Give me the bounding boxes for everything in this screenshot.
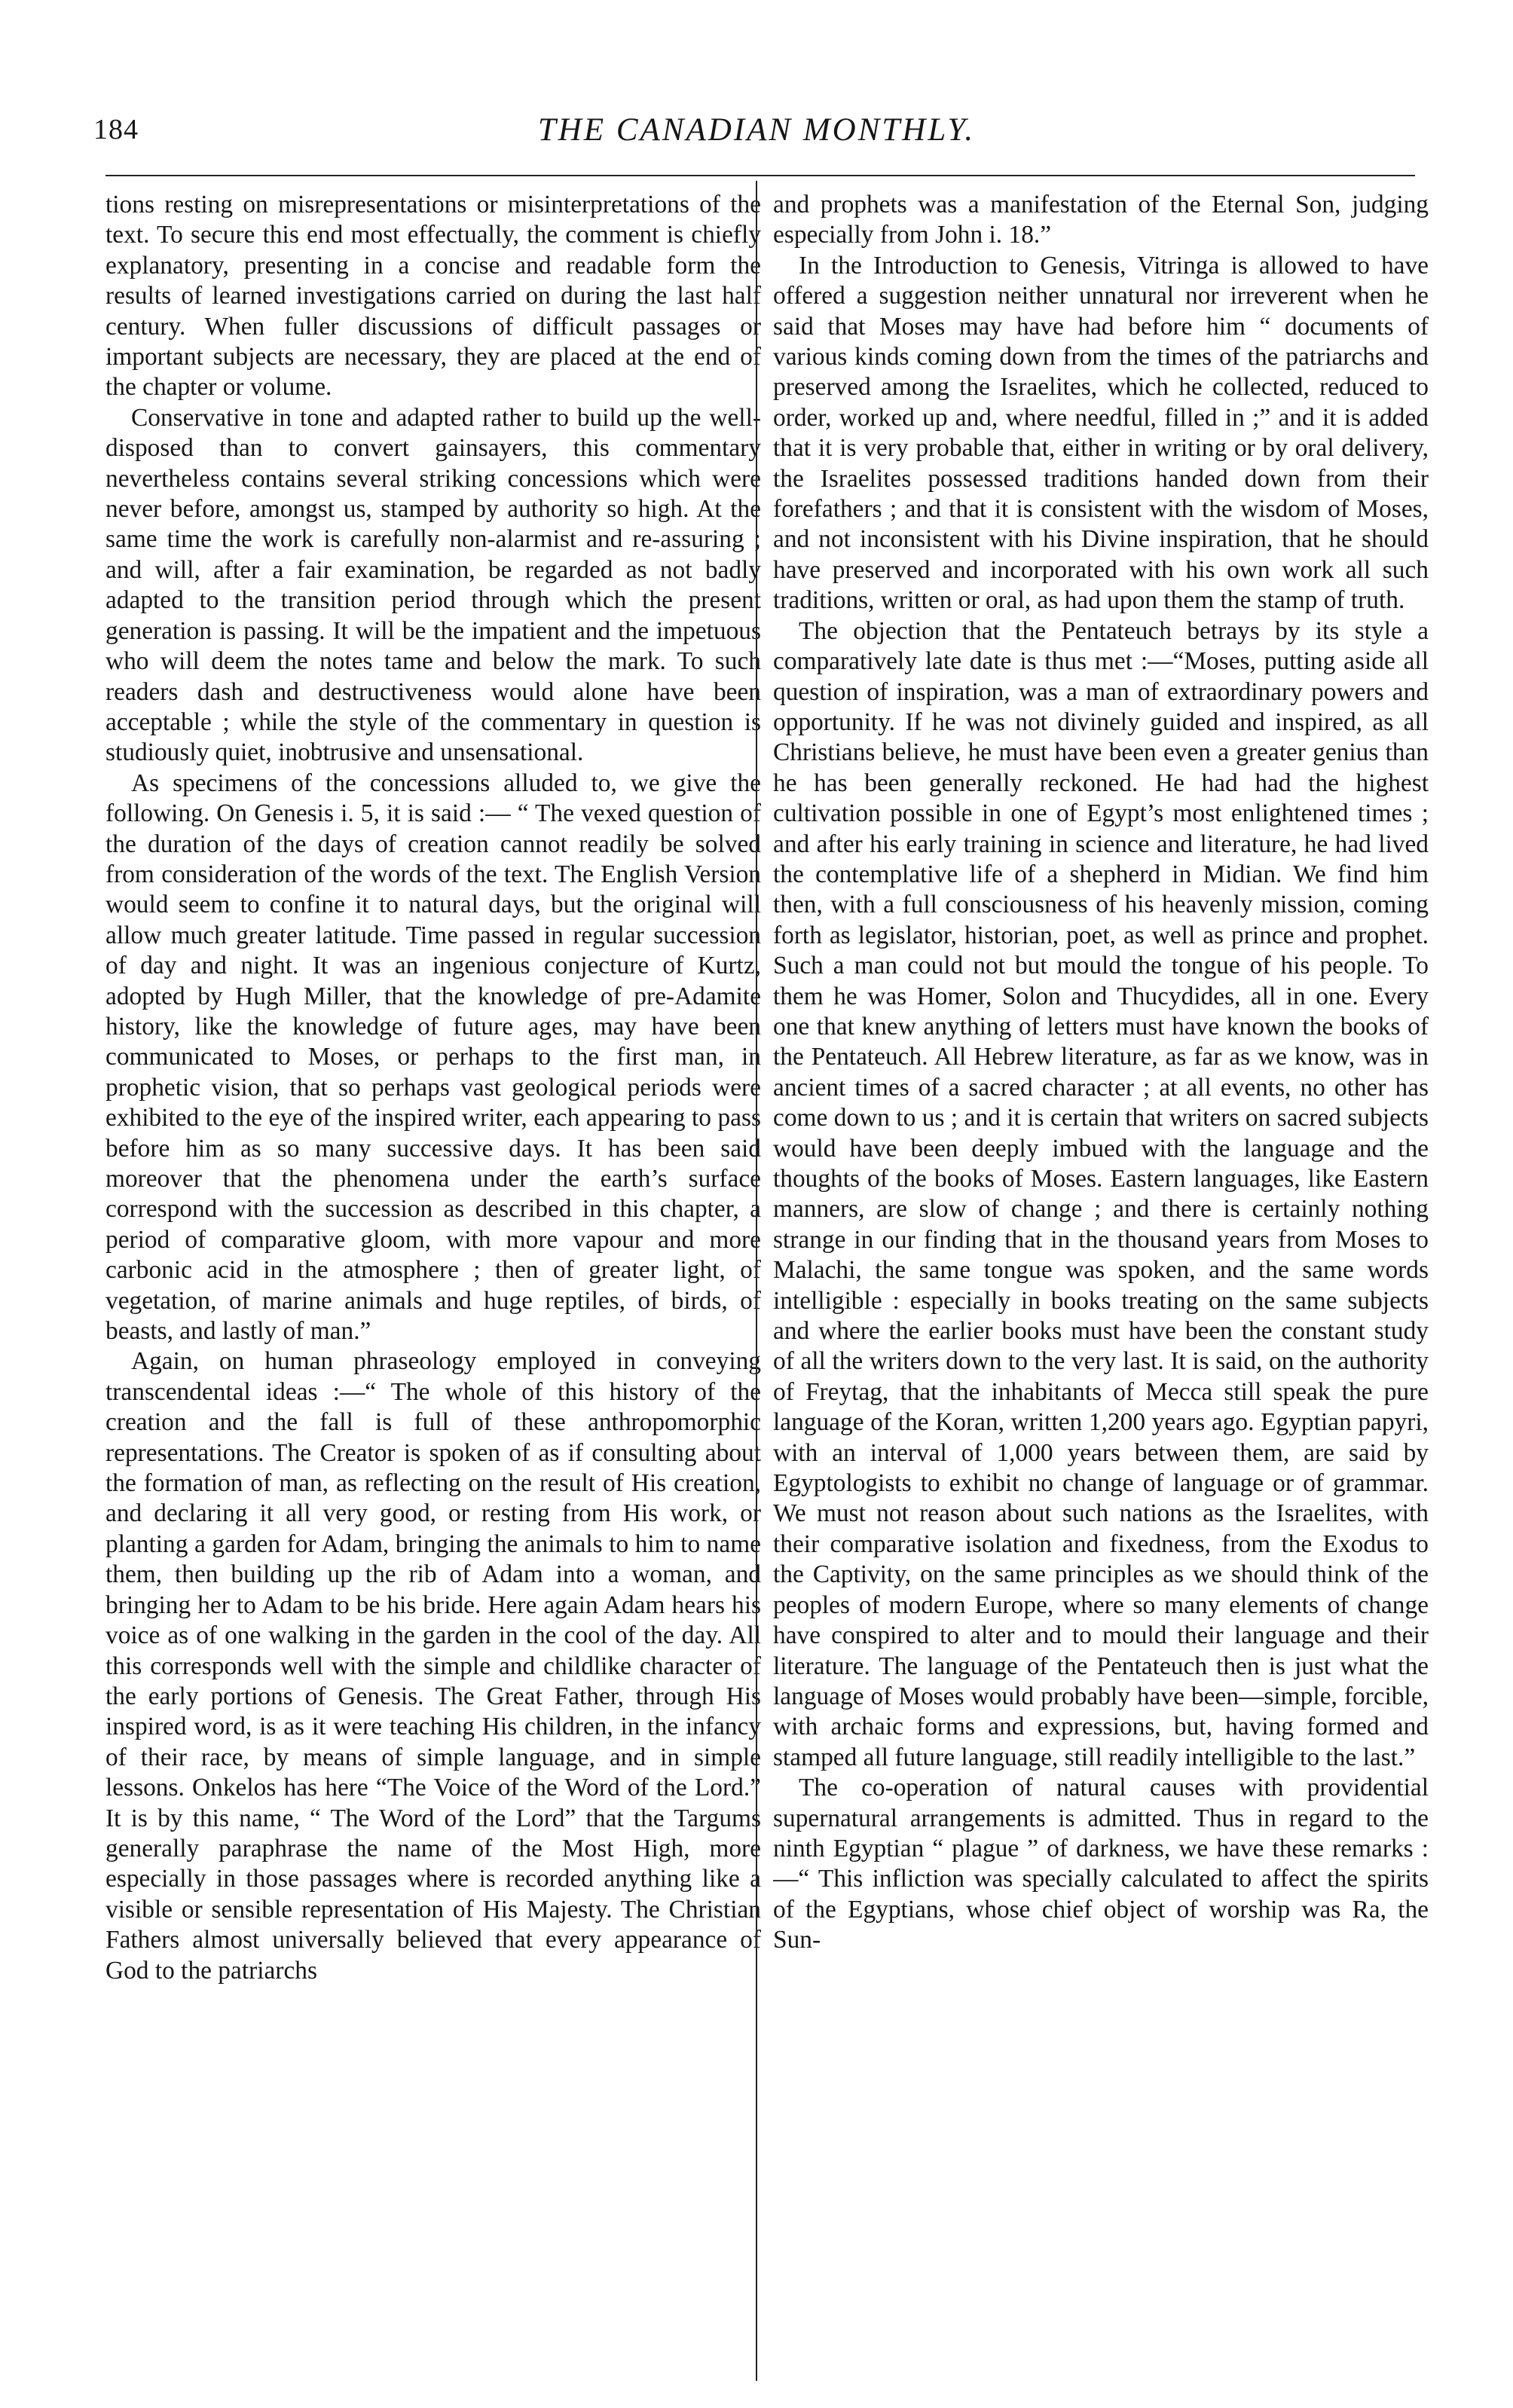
- running-title: THE CANADIAN MONTHLY.: [537, 112, 976, 148]
- paragraph: As specimens of the concessions alluded to, we give the following. On Genesis i. 5, it is said :— “ The vexed question of the duration of the days of creation cannot readily be solved from consideration of the words of the text. The English Version would seem to confine it to natural days, but the original will allow much greater latitude. Time passed in regular succession of day and night. It was an ingenious conjecture of Kurtz, adopted by Hugh Miller, that the knowledge of pre-Adamite history, like the knowledge of future ages, may have been communicated to Moses, or perhaps to the first man, in prophetic vision, that so perhaps vast geological periods were exhibited to the eye of the inspired writer, each appearing to pass before him as so many successive days. It has been said moreover that the phenomena under the earth’s surface correspond with the succession as described in this chapter, a period of comparative gloom, with more vapour and more carbonic acid in the atmosphere ; then of greater light, of vegetation, of marine animals and huge reptiles, of birds, of beasts, and lastly of man.”: [105, 769, 761, 1346]
- paragraph: and prophets was a manifestation of the Eternal Son, judging especially from John i. 18.”: [773, 191, 1429, 249]
- paragraph: tions resting on misrepresentations or misinterpretations of the text. To secure this end most effectually, the comment is chiefly explanatory, presenting in a concise and readable form the results of learned investigations carried on during the last half century. When fuller discussions of difficult passages or important subjects are necessary, they are placed at the end of the chapter or volume.: [105, 191, 761, 402]
- paragraph: The objection that the Pentateuch betrays by its style a comparatively late date is thus met :—“Moses, putting aside all question of inspiration, was a man of extraordinary powers and opportunity. If he was not divinely guided and inspired, as all Christians believe, he must have been even a greater genius than he has been generally reckoned. He had had the highest cultivation possible in one of Egypt’s most enlightened times ; and after his early training in science and literature, he had lived the contemplative life of a shepherd in Midian. We find him then, with a full consciousness of his heavenly mission, coming forth as legislator, historian, poet, as well as prince and prophet. Such a man could not but mould the tongue of his people. To them he was Homer, Solon and Thucydides, all in one. Every one that knew anything of letters must have known the books of the Pentateuch. All Hebrew literature, as far as we know, was in ancient times of a sacred character ; at all events, no other has come down to us ; and it is certain that writers on sacred subjects would have been deeply imbued with the language and the thoughts of the books of Moses. Eastern languages, like Eastern manners, are slow of change ; and there is certainly nothing strange in our finding that in the thousand years from Moses to Malachi, the same tongue was spoken, and the same words intelligible : especially in books treating on the same subjects and where the earlier books must have been the constant study of all the writers down to the very last. It is said, on the authority of Freytag, that the inhabitants of Mecca still speak the pure language of the Koran, written 1,200 years ago. Egyptian papyri, with an interval of 1,000 years between them, are said by Egyptologists to exhibit no change of language or of grammar. We must not reason about such nations as the Israelites, with their comparative isolation and fixedness, from the Exodus to the Captivity, on the same principles as we should think of the peoples of modern Europe, where so many elements of change have conspired to alter and to mould their language and their literature. The language of the Pentateuch then is just what the language of Moses would probably have been—simple, forcible, with archaic forms and expressions, but, having formed and stamped all future language, still readily intelligible to the last.”: [773, 616, 1429, 1771]
- right-column: [773, 190, 1429, 2352]
- paragraph: Again, on human phraseology employed in conveying transcendental ideas :—“ The whole of this history of the creation and the fall is full of these anthropomorphic representations. The Creator is spoken of as if consulting about the formation of man, as reflecting on the result of His creation, and declaring it all very good, or resting from His work, or planting a garden for Adam, bringing the animals to him to name them, then building up the rib of Adam into a woman, and bringing her to Adam to be his bride. Here again Adam hears his voice as of one walking in the garden in the cool of the day. All this corresponds well with the simple and childlike character of the early portions of Genesis. The Great Father, through His inspired word, is as it were teaching His children, in the infancy of their race, by means of simple language, and in simple lessons. Onkelos has here “The Voice of the Word of the Lord.” It is by this name, “ The Word of the Lord” that the Targums generally paraphrase the name of the Most High, more especially in those passages where is recorded anything like a visible or sensible representation of His Majesty. The Christian Fathers almost universally believed that every appearance of God to the patriarchs: [105, 1347, 761, 1985]
- paragraph: Conservative in tone and adapted rather to build up the well-disposed than to convert gainsayers, this commentary nevertheless contains several striking concessions which were never before, amongst us, stamped by authority so high. At the same time the work is carefully non-alarmist and re-assuring ; and will, after a fair examination, be regarded as not badly adapted to the transition period through which the present generation is passing. It will be the impatient and the impetuous who will deem the notes tame and below the mark. To such readers dash and destructiveness would alone have been acceptable ; while the style of the commentary in question is studiously quiet, inobtrusive and unsensational.: [105, 403, 761, 767]
- header-rule: [105, 175, 1415, 176]
- page-number: 184: [93, 114, 139, 145]
- paragraph: In the Introduction to Genesis, Vitringa is allowed to have offered a suggestion neither unnatural nor irreverent when he said that Moses may have had before him “ documents of various kinds coming down from the times of the patriarchs and preserved among the Israelites, which he collected, reduced to order, worked up and, where needful, filled in ;” and it is added that it is very probable that, either in writing or by oral delivery, the Israelites possessed traditions handed down from their forefathers ; and that it is consistent with the wisdom of Moses, and not inconsistent with his Divine inspiration, that he should have preserved and incorporated with his own work all such traditions, written or oral, as had upon them the stamp of truth.: [773, 251, 1429, 615]
- left-column: [105, 190, 761, 2352]
- paragraph: The co-operation of natural causes with providential supernatural arrangements is admitted. Thus in regard to the ninth Egyptian “ plague ” of darkness, we have these remarks :—“ This infliction was specially calculated to affect the spirits of the Egyptians, whose chief object of worship was Ra, the Sun-: [773, 1774, 1429, 1954]
- column-divider: [756, 181, 757, 2381]
